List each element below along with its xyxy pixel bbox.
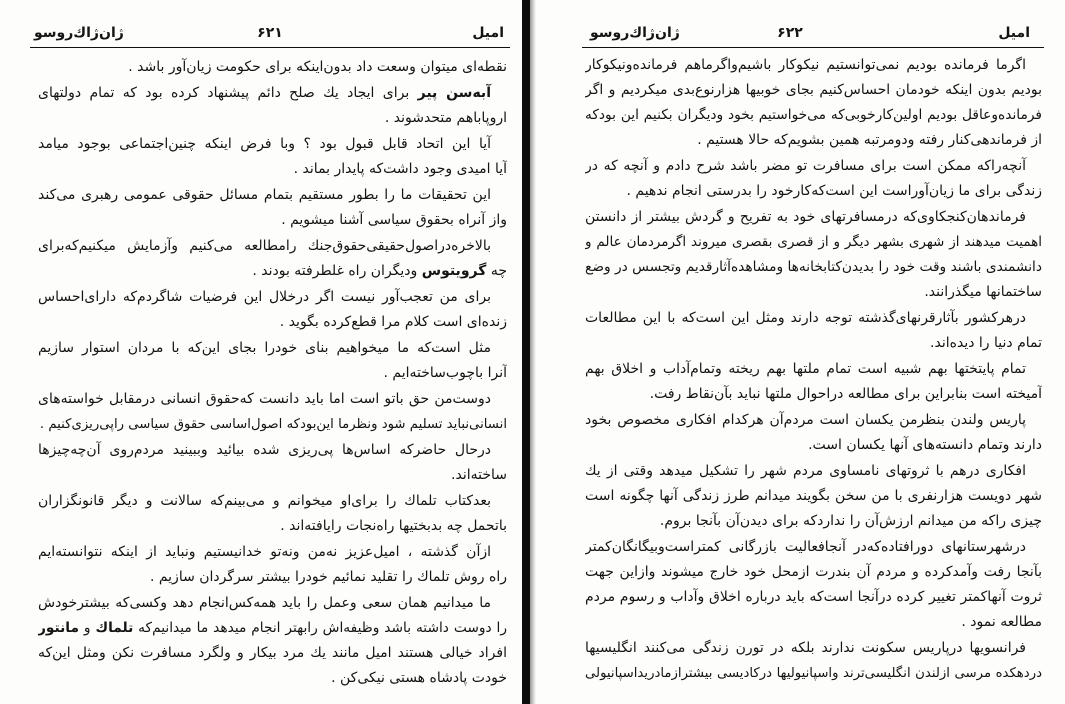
paragraph <box>585 205 1042 305</box>
paragraph <box>38 55 507 80</box>
paragraph <box>38 336 507 386</box>
text-line: پاریس ولندن بنظرمن یکسان است مردم‌آن هرکدام افکاری مخصوص بخود <box>585 412 1026 428</box>
text-line: ما میدانیم همان سعی وعمل را باید همه‌کس‌انجام دهد وکسی‌که بیشترخودش <box>38 595 491 611</box>
right-page <box>582 0 1044 704</box>
text-line: ساختمانها میگذرانند. <box>924 284 1042 300</box>
page-number: ۶۲۲ <box>777 25 803 41</box>
paragraph <box>585 154 1042 204</box>
text-line: برای من تعجب‌آور نیست اگر درخلال این فرضیات شاگردم‌که دارای‌احساس <box>38 289 491 305</box>
paragraph <box>38 591 507 691</box>
text-segment: ودیگران راه غلطرفته بودند . <box>252 263 422 279</box>
text-line: ازآن گذشته ، امیل‌عزیز نه‌من ونه‌تو خدانیستیم ونباید از اینکه نتوانسته‌ایم <box>38 544 491 560</box>
text-line: بعدکتاب تلماك را برای‌او میخوانم و می‌بینم‌که سالانت و دیگر قانونگزاران <box>38 493 491 509</box>
emphasized-name: تلماك <box>95 620 134 636</box>
text-line: دوست‌من حق باتو است اما باید دانست که‌حقوق انسانی درمقابل خواسته‌های <box>38 391 491 407</box>
text-segment: برای ایجاد یك صلح دائم پیشنهاد کرده بود که تمام دولتهای <box>38 85 418 101</box>
paragraph <box>585 53 1042 153</box>
emphasized-name: مانتور <box>38 620 79 636</box>
text-line: اروپاباهم متحدشوند . <box>384 110 507 126</box>
text-line: انسانی‌نباید تسلیم شود ونظرما این‌بودکه اصول‌اساسی حقوق سیاسی راپی‌ریزی‌کنیم . <box>39 417 507 432</box>
text-line: زنده‌ای است کلام مرا قطع‌کرده بگوید . <box>279 314 507 330</box>
page-body <box>585 53 1042 687</box>
text-line: درشهرستانهای دورافتاده‌که‌در آنجافعالیت بازرگانی کمتراست‌وبیگانگان‌کمتر <box>585 539 1026 555</box>
emphasized-name: گرویتوس <box>421 263 487 279</box>
text-line: دردهکده مرسی ازلندن انگلیسی‌ترند واسپانیولیها درکادیسی بیشترازمادریداسپانیولی <box>585 666 1042 681</box>
paragraph <box>38 81 507 131</box>
text-line: فرماندهان‌کنجکاوی‌که درمسافرتهای خود به تفریح و گردش بیشتر از دانستن <box>585 209 1026 225</box>
text-line: آنرا باچوب‌ساخته‌ایم . <box>383 365 507 381</box>
header-rule <box>30 47 510 48</box>
text-line: شهر دویست هزارنفری با من سخن بگویند میدانم طرز زندگی آنها چگونه است <box>585 488 1042 504</box>
text-line: اگرما فرمانده بودیم نمی‌توانستیم نیکوکار باشیم‌واگرماهم فرمانده‌ونیکوکار <box>585 57 1026 73</box>
text-line <box>38 616 507 641</box>
text-line: نقطه‌ای میتوان وسعت داد بدون‌اینکه برای حکومت زیان‌آور باشد . <box>128 59 507 75</box>
text-line: چیزی راکه من میدانم ارزش‌آن را ندارد‌که برای دیدن‌آن بآنجا بروم. <box>659 513 1042 529</box>
paragraph <box>38 234 507 284</box>
text-line: بالاخره‌دراصول‌حقیقی‌حقوق‌جنك رامطالعه می‌کنیم وآزمایش میکنیم‌که‌برای <box>38 238 491 254</box>
text-line: آنچه‌راکه ممکن است برای مسافرت تو مضر باشد شرح دادم و آنچه که در <box>585 158 1026 174</box>
paragraph <box>585 636 1042 686</box>
page-number: ۶۲۱ <box>257 25 283 41</box>
running-author: ژان‌ژاك‌روسو <box>590 25 680 41</box>
paragraph <box>38 540 507 590</box>
page-header <box>582 22 1044 44</box>
text-line: آمیخته است بنابراین برای مطالعه دراحوال ملتها نباید بآن‌نقاط رفت. <box>649 386 1042 402</box>
text-line: تمام دنیا را دیده‌اند. <box>930 335 1042 351</box>
text-line: درهرکشور بآثارقرنهای‌گذشته توجه دارند ومثل این است‌که با این مطالعات <box>585 310 1026 326</box>
text-line: دارند وتمام دانسته‌های آنها یکسان است. <box>808 437 1042 453</box>
text-line: درحال حاضرکه اساس‌ها پی‌ریزی شده بیائید وببینید مردم‌روی آن‌چه‌چیزها <box>38 442 491 458</box>
running-author: ژان‌ژاك‌روسو <box>34 25 124 41</box>
paragraph <box>585 535 1042 635</box>
text-line: فرانسویها درپاریس سکونت ندارند بلکه در تورن زندگی می‌کنند انگلیسیها <box>585 640 1026 656</box>
page-header <box>30 22 510 44</box>
emphasized-name: آبه‌سن پیر <box>417 85 491 101</box>
text-segment: را دوست داشته باشد وظیفه‌اش رابهتر انجام میدهد ما میدانیم‌که <box>133 620 507 636</box>
text-line: آیا این اتحاد قابل قبول بود ؟ وبا فرض اینکه چنین‌اجتماعی بوجود میامد <box>38 136 491 152</box>
text-line: تمام پایتختها بهم شبیه است تمام ملتها بهم ریخته وتمام‌آداب و اخلاق بهم <box>585 361 1026 377</box>
page-body <box>38 55 507 692</box>
paragraph <box>585 408 1042 458</box>
text-line: بآنجا رفت وآمدکرده و مردم آن بندرت ازمحل خود خارج میشوند وازاین جهت <box>585 564 1042 580</box>
paragraph <box>585 459 1042 534</box>
paragraph <box>38 285 507 335</box>
text-line: از فرماندهی‌کنار رفته ودومرتبه همین بشویم‌که حالا هستیم . <box>697 132 1042 148</box>
text-line: باتحمل چه بدبختیها راه‌نجات رایافته‌اند . <box>280 518 507 534</box>
text-line <box>38 81 507 106</box>
text-line: این تحقیقات ما را بطور مستقیم بتمام مسائل حقوقی عمومی رهبری می‌کند <box>38 187 491 203</box>
text-line: آیا امیدی وجود داشت‌که پایدار بماند . <box>293 161 507 177</box>
text-line: راه روش تلماك را تقلید نمائیم خودرا بیشتر سرگردان سازیم . <box>149 569 507 585</box>
left-page <box>30 0 510 704</box>
text-line: فرمانده‌وعاقل بودیم اولین‌کارخوبی‌که می‌خواستیم بخود ودیگران بکنیم این بودکه <box>585 107 1042 123</box>
paragraph <box>38 489 507 539</box>
binding-shadow <box>530 0 536 704</box>
paragraph <box>585 306 1042 356</box>
paragraph <box>585 357 1042 407</box>
paragraph <box>38 183 507 233</box>
text-line: افکاری درهم با ثروتهای نامساوی مردم شهر را تشکیل میدهد وقتی از یك <box>585 463 1026 479</box>
text-line <box>38 259 507 284</box>
paragraph <box>38 387 507 437</box>
running-title: امیل <box>472 25 504 41</box>
binding-gutter <box>522 0 530 704</box>
text-line: ثروت آنهاکمتر تغییر کرده درآنجا است‌که باید درباره اخلاق وآداب و رسوم مردم <box>585 589 1042 605</box>
text-line: زندگی برای ما زیان‌آوراست این است‌که‌کارخود را بدرستی انجام ندهیم . <box>626 183 1042 199</box>
header-rule <box>582 47 1044 48</box>
text-segment: و <box>79 620 96 636</box>
text-line: بودیم بدون اینکه خودمان احساس‌کنیم بجای خوبیها هزارنوع‌بدی میکردیم و اگر <box>585 82 1042 98</box>
text-line: اهمیت میدهند از شهری بشهر دیگر و از قصری بقصری میروند اگرمردمان عالم و <box>585 234 1042 250</box>
text-line: افراد خیالی هستند امیل مانند یك مرد بیکار و ولگرد مسافرت نکن ومثل این‌که <box>38 645 507 661</box>
text-line: ساخته‌اند. <box>451 467 507 483</box>
paragraph <box>38 132 507 182</box>
text-line: خودت پادشاه هستی نیکی‌کن . <box>331 670 507 686</box>
text-line: دانشمندی باشند وقت خود را بدیدن‌کتابخانه‌ها ومشاهده‌آثارقدیم وتجسس در وضع <box>585 259 1042 275</box>
paragraph <box>38 438 507 488</box>
text-line: مطالعه نمود . <box>961 614 1042 630</box>
text-line: مثل است‌که ما میخواهیم بنای خودرا بجای این‌که با مردان استوار سازیم <box>38 340 491 356</box>
text-line: واز آنراه بحقوق سیاسی آشنا میشویم . <box>281 212 507 228</box>
running-title: امیل <box>998 25 1030 41</box>
text-segment: چه <box>486 263 507 279</box>
